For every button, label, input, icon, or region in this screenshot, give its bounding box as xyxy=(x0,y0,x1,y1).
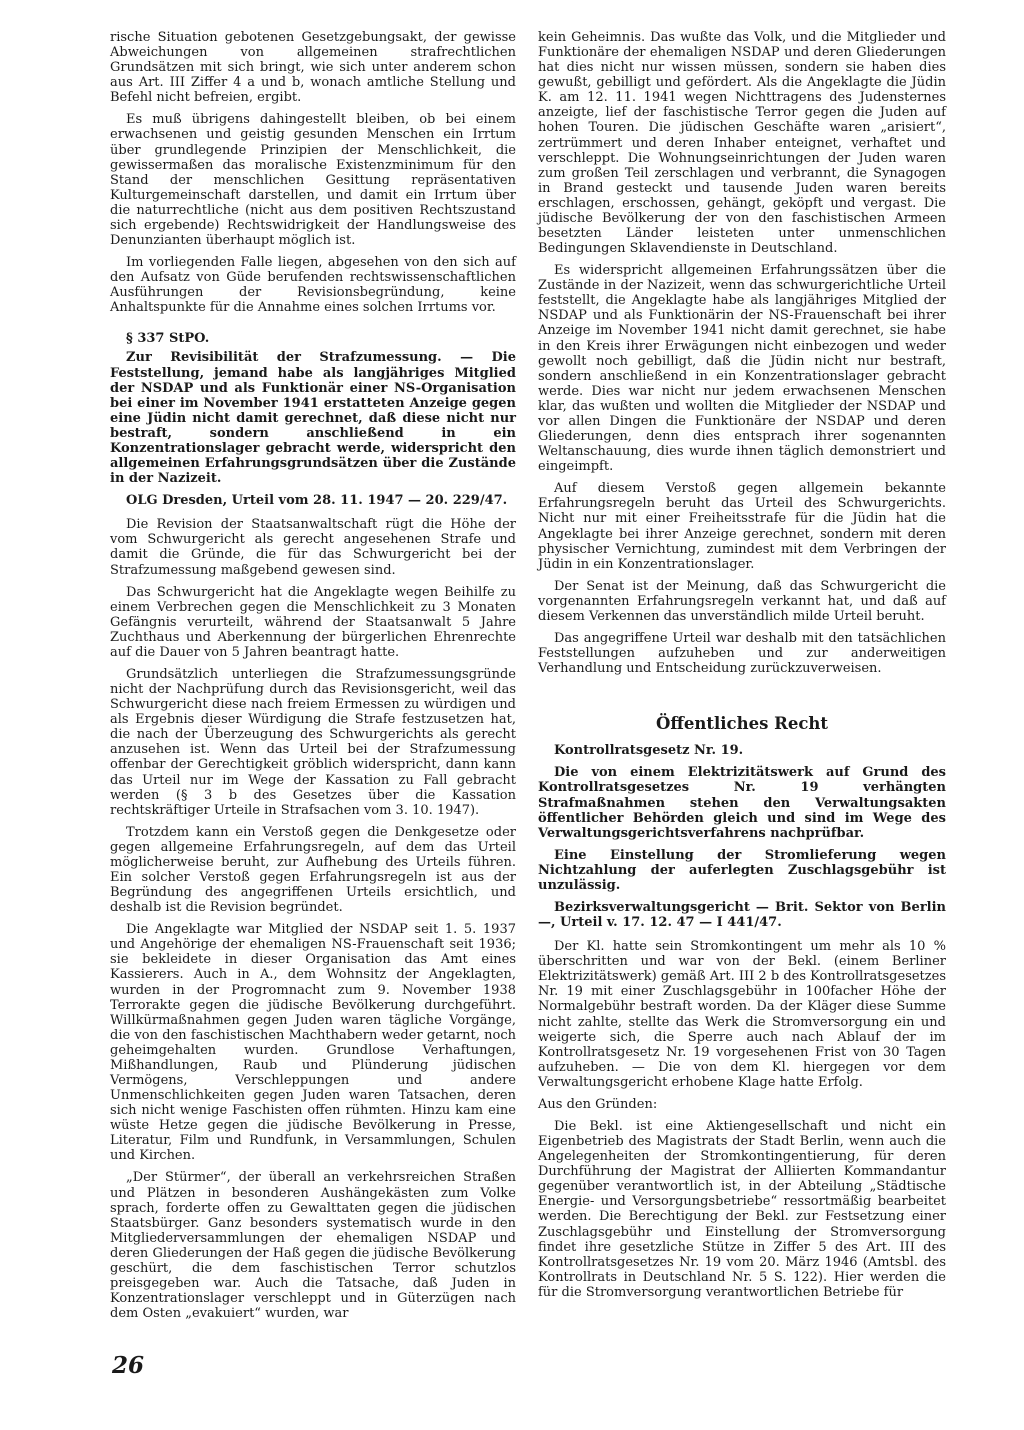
right-paragraph-8: Die Bekl. ist eine Aktiengesellschaft und nicht ein Eigenbetrieb des Magistrats der Stadt Berlin, wenn auch die Angelegenheiten der Stromkontingentierung, für deren Durchführung der Magistrat der Alliierten Kommandantur gegenüber verantwortlich ist, in der Abteilung „Städtische Energie- und Versorgungsbetriebe“ ressortmäßig bearbeitet werden. Die Berechtigung der Bekl. zur Festsetzung einer Zuschlagsgebühr und Einstellung der Stromversorgung findet ihre gesetzliche Stütze in Ziffer 5 des Art. III des Kontrollratsgesetzes Nr. 19 vom 20. März 1946 (Amtsbl. des Kontrollrats in Deutschland Nr. 5 S. 122). Hier werden die für die Stromversorgung verantwortlichen Betriebe für xyxy=(538,1119,946,1300)
headnote-strafzumessung: Zur Revisibilität der Strafzumessung. — Die Feststellung, jemand habe als langjähriges Mitglied der NSDAP und als Funktionär einer NS-Organisation bei einer im November 1941 erstatteten Anzeige gegen eine Jüdin nicht damit gerechnet, daß diese nicht nur bestraft, sondern anschließend in ein Konzentrationslager gebracht werde, widerspricht den allgemeinen Erfahrungsgrundsätzen über die Zustände in der Nazizeit. xyxy=(110,350,516,487)
right-column xyxy=(538,30,946,1307)
left-paragraph-6: Grundsätzlich unterliegen die Strafzumessungsgründe nicht der Nachprüfung durch das Revisionsgericht, weil das Schwurgericht diese nach freiem Ermessen zu würdigen und als Ergebnis dieser Würdigung die Strafe festzusetzen hat, die nach der Überzeugung des Schwurgerichts als gerecht anzusehen ist. Wenn das Urteil bei der Strafzumessung offenbar der Gerechtigkeit gröblich widerspricht, dann kann das Urteil nur im Wege der Kassation zu Fall gebracht werden (§ 3 b des Gesetzes über die Kassation rechtskräftiger Urteile in Strafsachen vom 3. 10. 1947). xyxy=(110,666,516,818)
left-paragraph-2: Es muß übrigens dahingestellt bleiben, ob bei einem erwachsenen und geistig gesunden Menschen ein Irrtum über grundlegende Prinzipien der Menschlichkeit, die gewissermaßen das moralische Existenzminimum für den Stand der menschlichen Gesittung repräsentativen Kulturgemeinschaft darstellen, und damit ein Irrtum über die naturrechtliche (nicht aus dem positiven Rechtszustand sich ergebende) Rechtswidrigkeit der Handlungsweise des Denunzianten überhaupt möglich ist. xyxy=(110,112,516,249)
right-paragraph-2: Es widerspricht allgemeinen Erfahrungssätzen über die Zustände in der Nazizeit, wenn das schwurgerichtliche Urteil feststellt, die Angeklagte habe als langjähriges Mitglied der NSDAP und als Funktionärin der NS-Frauenschaft bei ihrer Anzeige im November 1941 nicht damit gerechnet, sie habe in den Kreis ihrer Erwägungen nicht einbezogen und weder gewollt noch gebilligt, daß die Jüdin nicht nur bestraft, sondern anschließend in ein Konzentrationslager gebracht werde. Dies war nicht nur jedem erwachsenen Menschen klar, das wußten und wollten die Mitglieder der NSDAP und vor allen Dingen die Funktionäre der NSDAP und deren Gliederungen, denn dies entsprach ihrer sogenannten Weltanschauung, dies wurde ihnen täglich demonstriert und eingeimpft. xyxy=(538,263,946,475)
right-paragraph-1: kein Geheimnis. Das wußte das Volk, und die Mitglieder und Funktionäre der ehemaligen NSDAP und deren Gliederungen hat dies nicht nur wissen müssen, sondern sie haben dies gewußt, gebilligt und gefördert. Als die Angeklagte die Jüdin K. am 12. 11. 1941 wegen Nichttragens des Judensternes anzeigte, lief der faschistische Terror gegen die Juden auf hohen Touren. Die jüdischen Geschäfte waren „arisiert“, zertrümmert und deren Inhaber enteignet, verhaftet und verschleppt. Die Wohnungseinrichtungen der Juden waren zum großen Teil zerschlagen und verbrannt, die Synagogen in Brand gesteckt und tausende Juden waren bereits erschlagen, erschossen, gehängt, geköpft und vergast. Die jüdische Bevölkerung der von den faschistischen Armeen besetzten Länder leisteten unter unmenschlichen Bedingungen Sklavendienste in Deutschland. xyxy=(538,30,946,257)
left-paragraph-5: Das Schwurgericht hat die Angeklagte wegen Beihilfe zu einem Verbrechen gegen die Menschlichkeit zu 3 Monaten Gefängnis verurteilt, während der Staatsanwalt 5 Jahre Zuchthaus und Aberkennung der bürgerlichen Ehrenrechte auf die Dauer von 5 Jahren beantragt hatte. xyxy=(110,584,516,660)
left-paragraph-9: „Der Stürmer“, der überall an verkehrsreichen Straßen und Plätzen in besonderen Aushängekästen zum Volke sprach, forderte offen zu Gewalttaten gegen die jüdischen Staatsbürger. Ganz besonders systematisch wurde in den Mitgliederversammlungen der ehemaligen NSDAP und deren Gliederungen der Haß gegen die jüdische Bevölkerung geschürt, die dem faschistischen Terror schutzlos preisgegeben war. Auch die Tatsache, daß Juden in Konzentrationslager verschleppt und in Güterzügen nach dem Osten „evakuiert“ wurden, war xyxy=(110,1170,516,1322)
left-paragraph-4: Die Revision der Staatsanwaltschaft rügt die Höhe der vom Schwurgericht als gerecht angesehenen Strafe und damit die Gründe, die für das Schwurgericht bei der Strafzumessung maßgebend gewesen sind. xyxy=(110,517,516,578)
left-paragraph-7: Trotzdem kann ein Verstoß gegen die Denkgesetze oder gegen allgemeine Erfahrungsregeln, auf dem das Urteil möglicherweise beruht, zur Aufhebung des Urteils führen. Ein solcher Verstoß gegen Erfahrungsregeln ist aus der Begründung des angegriffenen Urteils ersichtlich, und deshalb ist die Revision begründet. xyxy=(110,824,516,916)
headnote-2: Eine Einstellung der Stromlieferung wegen Nichtzahlung der auferlegten Zuschlagsgebühr ist unzulässig. xyxy=(538,847,946,893)
right-paragraph-4: Der Senat ist der Meinung, daß das Schwurgericht die vorgenannten Erfahrungsregeln verkannt hat, und daß auf diesem Verkennen das unverständlich milde Urteil beruht. xyxy=(538,578,946,624)
court-citation-bezirksverwaltungsgericht: Bezirksverwaltungsgericht — Brit. Sektor von Berlin —, Urteil v. 17. 12. 47 — I 441/47. xyxy=(538,899,946,931)
paragraph-heading-337-stpo: § 337 StPO. xyxy=(126,331,210,347)
section-title-oeffentliches-recht: Öffentliches Recht xyxy=(655,714,829,734)
page-number: 26 xyxy=(112,1352,145,1379)
headnote-1: Die von einem Elektrizitätswerk auf Grund des Kontrollratsgesetzes Nr. 19 verhängten Strafmaßnahmen stehen den Verwaltungsakten öffentlicher Behörden gleich und sind im Wege des Verwaltungsgerichtsverfahrens nachprüfbar. xyxy=(538,765,946,841)
law-heading-kontrollratsgesetz: Kontrollratsgesetz Nr. 19. xyxy=(554,743,744,759)
left-column xyxy=(110,30,516,1328)
left-paragraph-8: Die Angeklagte war Mitglied der NSDAP seit 1. 5. 1937 und Angehörige der ehemaligen NS-Frauenschaft seit 1936; sie bekleidete in dieser Organisation das Amt eines Kassierers. Auch in A., dem Wohnsitz der Angeklagten, wurden in der Progromnacht zum 9. November 1938 Terrorakte gegen die jüdische Bevölkerung durchgeführt. Willkürmaßnahmen gegen Juden waren tägliche Vorgänge, die von den faschistischen Machthabern weder getarnt, noch geheimgehalten wurden. Grundlose Verhaftungen, Mißhandlungen, Raub und Plünderung jüdischen Vermögens, Verschleppungen und andere Unmenschlichkeiten gegen Juden waren Tatsachen, deren sich nicht wenige Faschisten offen rühmten. Hinzu kam eine wüste Hetze gegen die jüdische Bevölkerung in Presse, Literatur, Film und Rundfunk, in Versammlungen, Schulen und Kirchen. xyxy=(110,922,516,1164)
court-citation-olg-dresden: OLG Dresden, Urteil vom 28. 11. 1947 — 20. 229/47. xyxy=(126,493,508,509)
right-paragraph-3: Auf diesem Verstoß gegen allgemein bekannte Erfahrungsregeln beruht das Urteil des Schwurgerichts. Nicht nur mit einer Freiheitsstrafe für die Jüdin hat die Angeklagte bei ihrer Anzeige gerechnet, sondern mit deren physischer Vernichtung, zumindest mit dem Verbringen der Jüdin in ein Konzentrationslager. xyxy=(538,481,946,572)
right-paragraph-6: Der Kl. hatte sein Stromkontingent um mehr als 10 % überschritten und war von der Bekl. (einem Berliner Elektrizitätswerk) gemäß Art. III 2 b des Kontrollratsgesetzes Nr. 19 mit einer Zuschlagsgebühr in 100facher Höhe der Normalgebühr bestraft worden. Da der Kläger diese Summe nicht zahlte, stellte das Werk die Stromversorgung ein und weigerte sich, die Sperre auch nach Ablauf der im Kontrollratsgesetz Nr. 19 vorgesehenen Frist von 30 Tagen aufzuheben. — Die von dem Kl. hiergegen vor dem Verwaltungsgericht erhobene Klage hatte Erfolg. xyxy=(538,939,946,1090)
left-paragraph-1: rische Situation gebotenen Gesetzgebungsakt, der gewisse Abweichungen von allgemeinen strafrechtlichen Grundsätzen mit sich bringt, wie sich unter anderem schon aus Art. III Ziffer 4 a und b, wonach amtliche Stellung und Befehl nicht befreien, ergibt. xyxy=(110,30,516,106)
right-paragraph-7: Aus den Gründen: xyxy=(538,1096,658,1112)
left-paragraph-3: Im vorliegenden Falle liegen, abgesehen von den sich auf den Aufsatz von Güde berufenden rechtswissenschaftlichen Ausführungen der Revisionsbegründung, keine Anhaltspunkte für die Annahme eines solchen Irrtums vor. xyxy=(110,255,516,316)
right-paragraph-5: Das angegriffene Urteil war deshalb mit den tatsächlichen Feststellungen aufzuheben und zur anderweitigen Verhandlung und Entscheidung zurückzuverweisen. xyxy=(538,630,946,677)
